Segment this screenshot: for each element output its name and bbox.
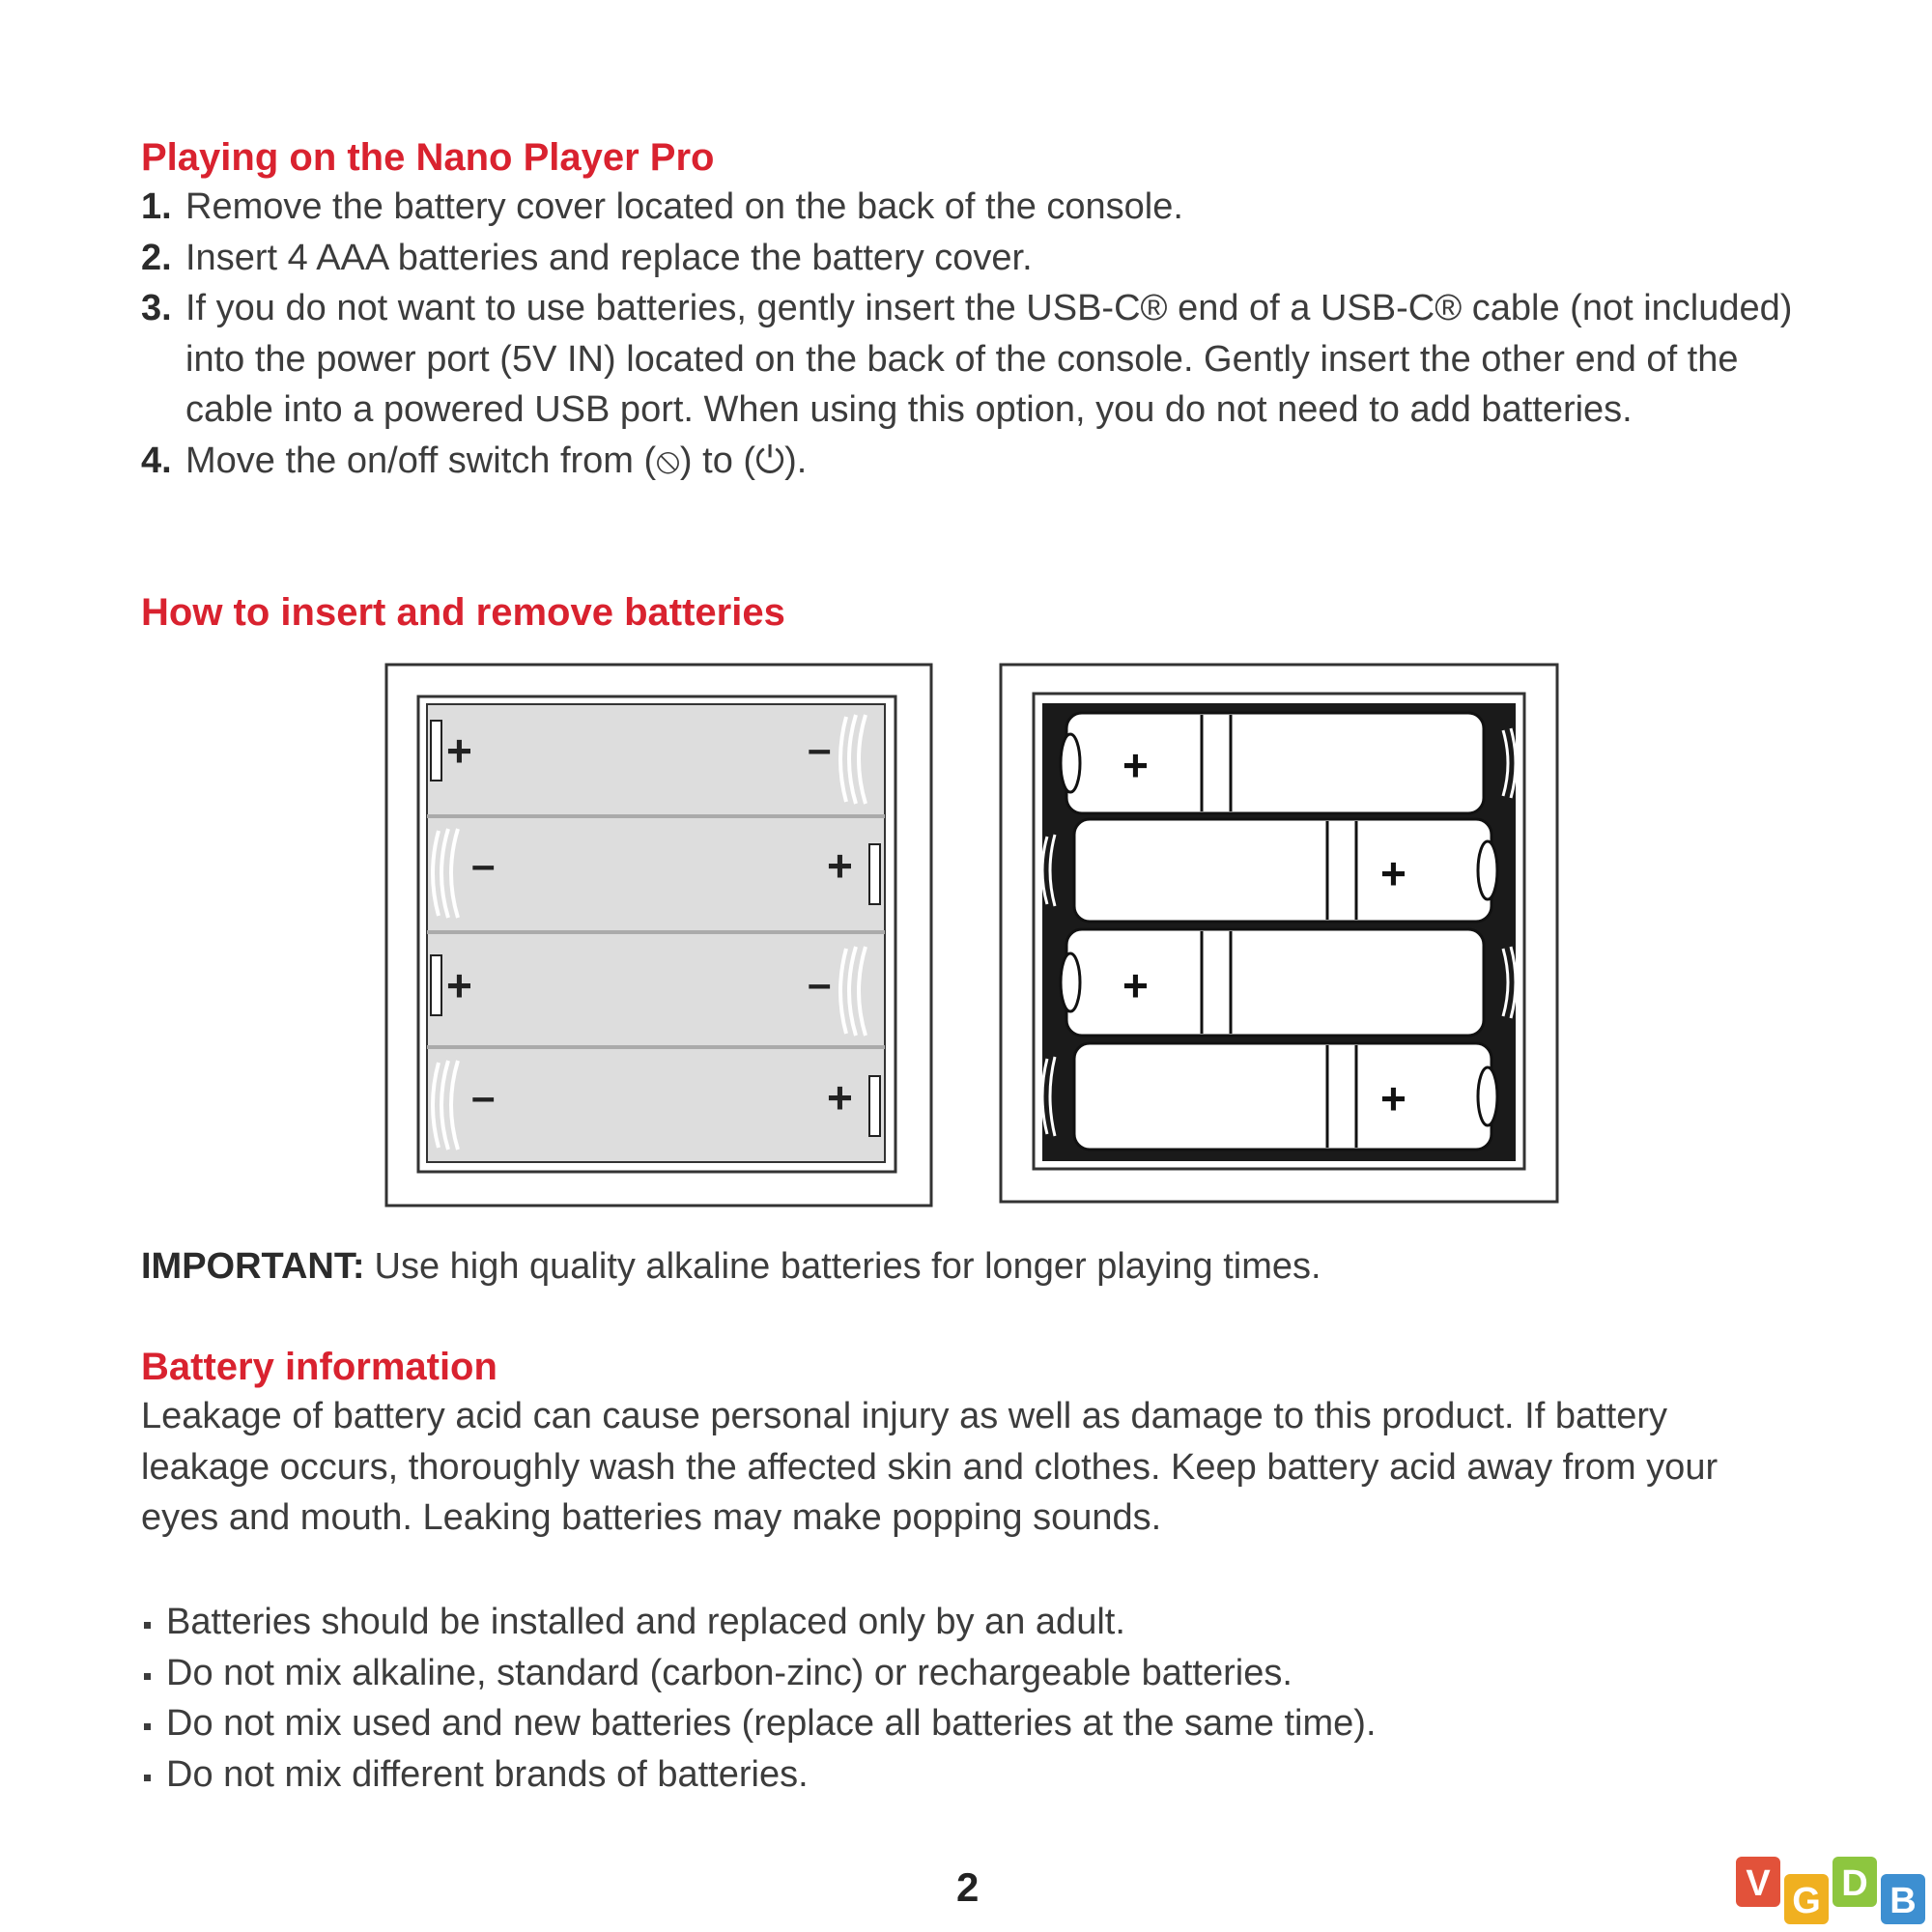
page-number: 2 (956, 1864, 980, 1910)
plus-symbol: + (1380, 1073, 1406, 1123)
list-item: Do not mix alkaline, standard (carbon-zinc) or rechargeable batteries. (141, 1648, 1377, 1699)
empty-battery-compartment-figure (384, 663, 935, 1209)
important-text: Use high quality alkaline batteries for longer playing times. (374, 1246, 1321, 1287)
setup-steps-list (141, 182, 1803, 486)
step-text: Move the on/off switch from (⦸) to (⏻). (185, 440, 808, 481)
plus-symbol: + (446, 960, 472, 1010)
logo-tile-b-icon (1881, 1874, 1925, 1924)
step-number: 1. (141, 186, 172, 227)
svg-text:G: G (1792, 1881, 1821, 1921)
batteries-inserted-figure (999, 663, 1561, 1206)
step-text: Remove the battery cover located on the back of the console. (185, 186, 1183, 227)
svg-text:V: V (1746, 1863, 1771, 1904)
vgdb-watermark-logo (1734, 1853, 1931, 1932)
plus-symbol: + (1122, 740, 1149, 790)
plus-symbol: + (1122, 960, 1149, 1010)
step-number: 2. (141, 237, 172, 278)
important-label: IMPORTANT: (141, 1246, 365, 1287)
list-item: Batteries should be installed and replaced only by an adult. (141, 1597, 1377, 1648)
logo-tile-d-icon (1833, 1857, 1877, 1907)
plus-symbol: + (1380, 848, 1406, 898)
plus-symbol: + (827, 1072, 853, 1122)
plus-symbol: + (446, 725, 472, 776)
step-number: 4. (141, 440, 172, 481)
step-text: If you do not want to use batteries, gently insert the USB-C® end of a USB-C® cable (not included) into the power port (5V IN) located on the back of the console. Gently insert the other end of the cable into a powered USB port. When using this option, you do not need to add batteries. (185, 288, 1793, 430)
step-number: 3. (141, 288, 172, 328)
list-item (141, 182, 1803, 233)
step-text: Insert 4 AAA batteries and replace the battery cover. (185, 237, 1033, 278)
list-item: Do not mix used and new batteries (replace all batteries at the same time). (141, 1698, 1377, 1749)
logo-tile-g-icon (1784, 1874, 1829, 1924)
minus-symbol: – (808, 725, 832, 773)
minus-symbol: – (471, 1073, 496, 1121)
battery-3 (1061, 929, 1484, 1036)
svg-text:D: D (1841, 1863, 1868, 1904)
logo-tile-v-icon (1736, 1857, 1780, 1907)
battery-info-paragraph: Leakage of battery acid can cause personal injury as well as damage to this product. If battery leakage occurs, thoroughly wash the affected skin and clothes. Keep battery acid away from your eyes and mouth. Leaking batteries may make popping sounds. (141, 1396, 1719, 1538)
minus-symbol: – (808, 960, 832, 1008)
battery-4 (1074, 1043, 1497, 1150)
important-note (141, 1241, 1321, 1292)
list-item (141, 283, 1803, 436)
section-title-playing: Playing on the Nano Player Pro (141, 136, 715, 179)
section-title-battery-information: Battery information (141, 1346, 497, 1388)
list-item: Do not mix different brands of batteries. (141, 1749, 1377, 1801)
battery-2 (1074, 819, 1497, 922)
section-title-insert-batteries: How to insert and remove batteries (141, 591, 785, 634)
minus-symbol: – (471, 841, 496, 889)
battery-1 (1061, 713, 1484, 813)
list-item (141, 233, 1803, 284)
list-item (141, 436, 1803, 487)
plus-symbol: + (827, 840, 853, 891)
svg-text:B: B (1889, 1881, 1917, 1921)
battery-warnings-list (141, 1597, 1377, 1800)
